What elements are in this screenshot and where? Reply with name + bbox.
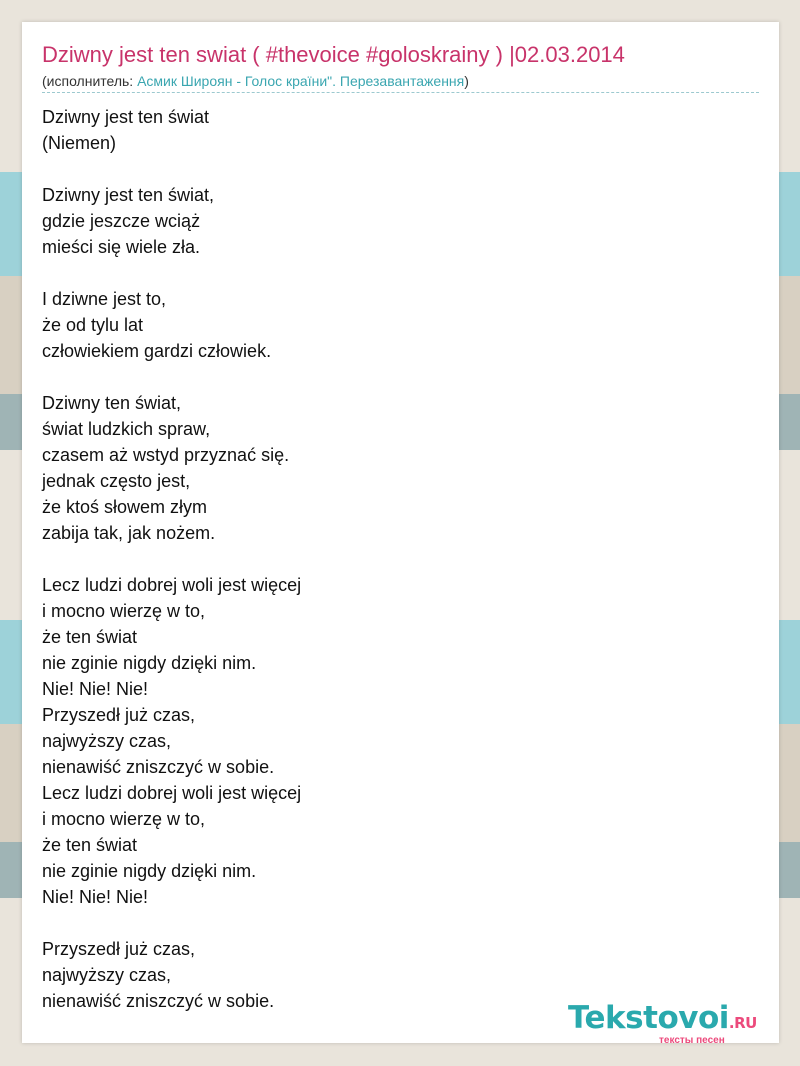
- lyric-line: że od tylu lat: [42, 315, 144, 335]
- artist-prefix: (исполнитель:: [42, 73, 138, 89]
- lyric-line: nie zginie nigdy dzięki nim.: [42, 861, 257, 881]
- stanza-break: [42, 910, 301, 936]
- lyric-line: Przyszedł już czas,: [42, 705, 196, 725]
- lyrics-card: [22, 22, 779, 1043]
- lyric-line: Lecz ludzi dobrej woli jest więcej: [42, 783, 302, 803]
- lyric-line: jednak często jest,: [42, 471, 191, 491]
- lyric-line: Nie! Nie! Nie!: [42, 679, 149, 699]
- lyric-line: Nie! Nie! Nie!: [42, 887, 149, 907]
- lyric-line: mieści się wiele zła.: [42, 237, 201, 257]
- lyric-line: Dziwny ten świat,: [42, 393, 182, 413]
- tekstovoi-logo[interactable]: [568, 1000, 778, 1048]
- lyric-line: człowiekiem gardzi człowiek.: [42, 341, 272, 361]
- lyric-line: nienawiść zniszczyć w sobie.: [42, 991, 275, 1011]
- lyric-line: nie zginie nigdy dzięki nim.: [42, 653, 257, 673]
- lyric-line: Lecz ludzi dobrej woli jest więcej: [42, 575, 302, 595]
- lyric-line: Dziwny jest ten świat,: [42, 185, 215, 205]
- lyric-line: że ktoś słowem złym: [42, 497, 208, 517]
- lyric-line: (Niemen): [42, 133, 117, 153]
- lyric-line: zabija tak, jak nożem.: [42, 523, 216, 543]
- artist-suffix: ): [464, 73, 469, 89]
- artist-line: [42, 73, 469, 89]
- lyric-line: świat ludzkich spraw,: [42, 419, 211, 439]
- stanza-break: [42, 364, 301, 390]
- lyric-line: czasem aż wstyd przyznać się.: [42, 445, 290, 465]
- lyric-line: że ten świat: [42, 835, 138, 855]
- logo-name: Tekstovoi: [568, 1000, 729, 1036]
- logo-wordmark: [568, 1000, 757, 1036]
- lyric-line: I dziwne jest to,: [42, 289, 167, 309]
- artist-link[interactable]: Асмик Широян - Голос країни". Перезавантаження: [137, 73, 465, 89]
- lyric-line: najwyższy czas,: [42, 731, 172, 751]
- stanza-break: [42, 156, 301, 182]
- lyric-line: i mocno wierzę w to,: [42, 601, 206, 621]
- logo-tld: .RU: [728, 1014, 757, 1032]
- lyric-line: nienawiść zniszczyć w sobie.: [42, 757, 275, 777]
- stanza-break: [42, 260, 301, 286]
- lyric-line: Przyszedł już czas,: [42, 939, 196, 959]
- lyric-line: najwyższy czas,: [42, 965, 172, 985]
- stanza-break: [42, 546, 301, 572]
- lyric-line: Dziwny jest ten świat: [42, 107, 210, 127]
- logo-tagline: тексты песен: [659, 1035, 725, 1046]
- page-title: Dziwny jest ten swiat ( #thevoice #goloskrainy ) |02.03.2014: [42, 42, 625, 67]
- lyrics-body: [42, 104, 301, 1014]
- lyric-line: i mocno wierzę w to,: [42, 809, 206, 829]
- lyric-line: gdzie jeszcze wciąż: [42, 211, 201, 231]
- header-divider: [42, 92, 759, 93]
- lyric-line: że ten świat: [42, 627, 138, 647]
